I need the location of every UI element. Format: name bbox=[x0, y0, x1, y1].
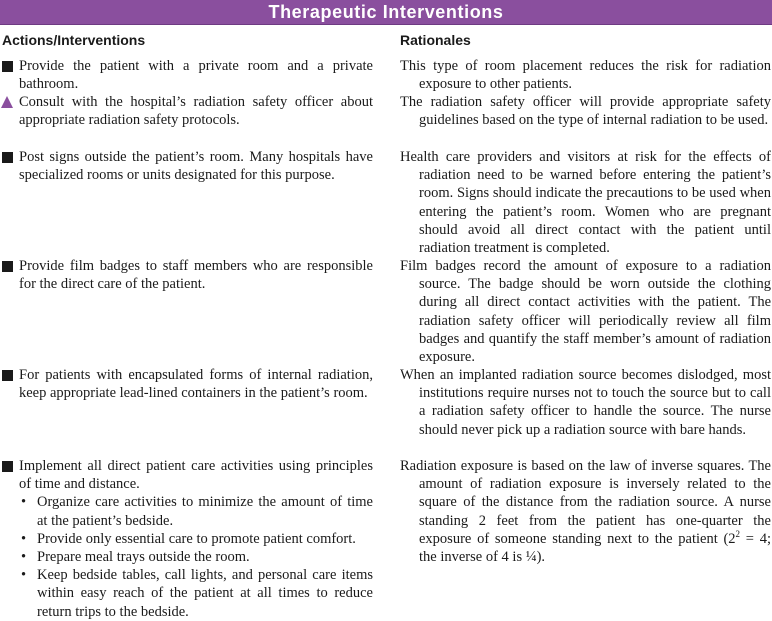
page-title: Therapeutic Interventions bbox=[0, 0, 772, 25]
square-bullet-icon bbox=[2, 152, 13, 163]
list-item bbox=[0, 493, 373, 529]
actions-header: Actions/Interventions bbox=[2, 32, 146, 48]
table-row bbox=[0, 57, 772, 93]
action-cell bbox=[0, 148, 373, 184]
table-row bbox=[0, 93, 772, 148]
rationale-text bbox=[400, 457, 771, 566]
rationale-text: This type of room placement reduces the risk for radiation exposure to other patients. bbox=[400, 58, 771, 93]
action-item bbox=[0, 257, 373, 293]
bullet-dot-icon: • bbox=[21, 549, 27, 566]
action-cell bbox=[0, 257, 373, 293]
table-row bbox=[0, 148, 772, 257]
action-item bbox=[0, 366, 373, 402]
rationale-cell bbox=[400, 457, 771, 566]
action-item bbox=[0, 93, 373, 129]
sub-item-text: Provide only essential care to promote patient comfort. bbox=[37, 530, 356, 547]
rationale-cell bbox=[400, 257, 771, 366]
action-text: Provide film badges to staff members who are responsible for the direct care of the patient. bbox=[19, 258, 373, 293]
bullet-dot-icon: • bbox=[21, 567, 27, 584]
rationale-text: Health care providers and visitors at risk for the effects of radiation need to be warned before entering the patient’s room. Signs should indicate the precautions to be used when entering the patient’s room. Women who are pregnant should avoid all direct contact with the patient until radiation treatment is completed. bbox=[400, 149, 771, 257]
rationales-header: Rationales bbox=[400, 32, 471, 48]
triangle-bullet-icon bbox=[1, 96, 13, 108]
list-item bbox=[0, 566, 373, 621]
rationale-part: = 4; the inverse of 4 is ¼). bbox=[419, 530, 771, 566]
table-row bbox=[0, 257, 772, 366]
action-cell bbox=[0, 366, 373, 402]
action-item bbox=[0, 57, 373, 93]
table-row bbox=[0, 366, 772, 457]
rationale-cell bbox=[400, 366, 771, 439]
rationale-text: When an implanted radiation source becomes dislodged, most institutions require nurses not to touch the source but to call a radiation safety officer to handle the source. The nurse should never pick up a radiation source with bare hands. bbox=[400, 367, 771, 438]
square-bullet-icon bbox=[2, 261, 13, 272]
table-row bbox=[0, 457, 772, 620]
column-headers bbox=[0, 25, 772, 57]
sub-item-text: Prepare meal trays outside the room. bbox=[37, 549, 250, 566]
action-cell bbox=[0, 57, 373, 93]
action-cell bbox=[0, 457, 373, 621]
action-cell bbox=[0, 93, 373, 129]
action-item bbox=[0, 457, 373, 493]
rationale-cell bbox=[400, 148, 771, 257]
rationale-part: Radiation exposure is based on the law of inverse squares. The amount of radiation exposure is inversely related to the square of the distance from the radiation source. A nurse standing 2 feet from the patient has one-quarter the exposure of someone standing next to the patient (2 bbox=[400, 458, 771, 547]
sub-item-text: Organize care activities to minimize the amount of time at the patient’s bedside. bbox=[37, 494, 373, 529]
rationale-cell bbox=[400, 93, 771, 129]
square-bullet-icon bbox=[2, 61, 13, 72]
rationale-text: The radiation safety officer will provide appropriate safety guidelines based on the type of internal radiation to be used. bbox=[400, 94, 771, 129]
action-text: Implement all direct patient care activities using principles of time and distance. bbox=[19, 458, 373, 493]
sub-item-text: Keep bedside tables, call lights, and personal care items within easy reach of the patient at all times to reduce return trips to the bedside. bbox=[37, 567, 373, 620]
list-item bbox=[0, 530, 373, 548]
square-bullet-icon bbox=[2, 370, 13, 381]
superscript: 2 bbox=[735, 528, 741, 539]
action-text: For patients with encapsulated forms of internal radiation, keep appropriate lead-lined containers in the patient’s room. bbox=[19, 367, 373, 402]
rationale-cell bbox=[400, 57, 771, 93]
list-item bbox=[0, 548, 373, 566]
action-text: Provide the patient with a private room and a private bathroom. bbox=[19, 58, 373, 93]
action-item bbox=[0, 148, 373, 184]
bullet-dot-icon: • bbox=[21, 530, 27, 547]
rationale-text: Film badges record the amount of exposure to a radiation source. The badge should be worn outside the clothing during all direct contact activities with the patient. The radiation safety officer will periodically review all film badges and quantify the staff member’s amount of radiation exposure. bbox=[400, 258, 771, 366]
square-bullet-icon bbox=[2, 461, 13, 472]
sub-list bbox=[0, 493, 373, 620]
action-text: Post signs outside the patient’s room. Many hospitals have specialized rooms or units designated for this purpose. bbox=[19, 149, 373, 184]
bullet-dot-icon: • bbox=[21, 494, 27, 511]
action-text: Consult with the hospital’s radiation safety officer about appropriate radiation safety protocols. bbox=[19, 94, 373, 129]
